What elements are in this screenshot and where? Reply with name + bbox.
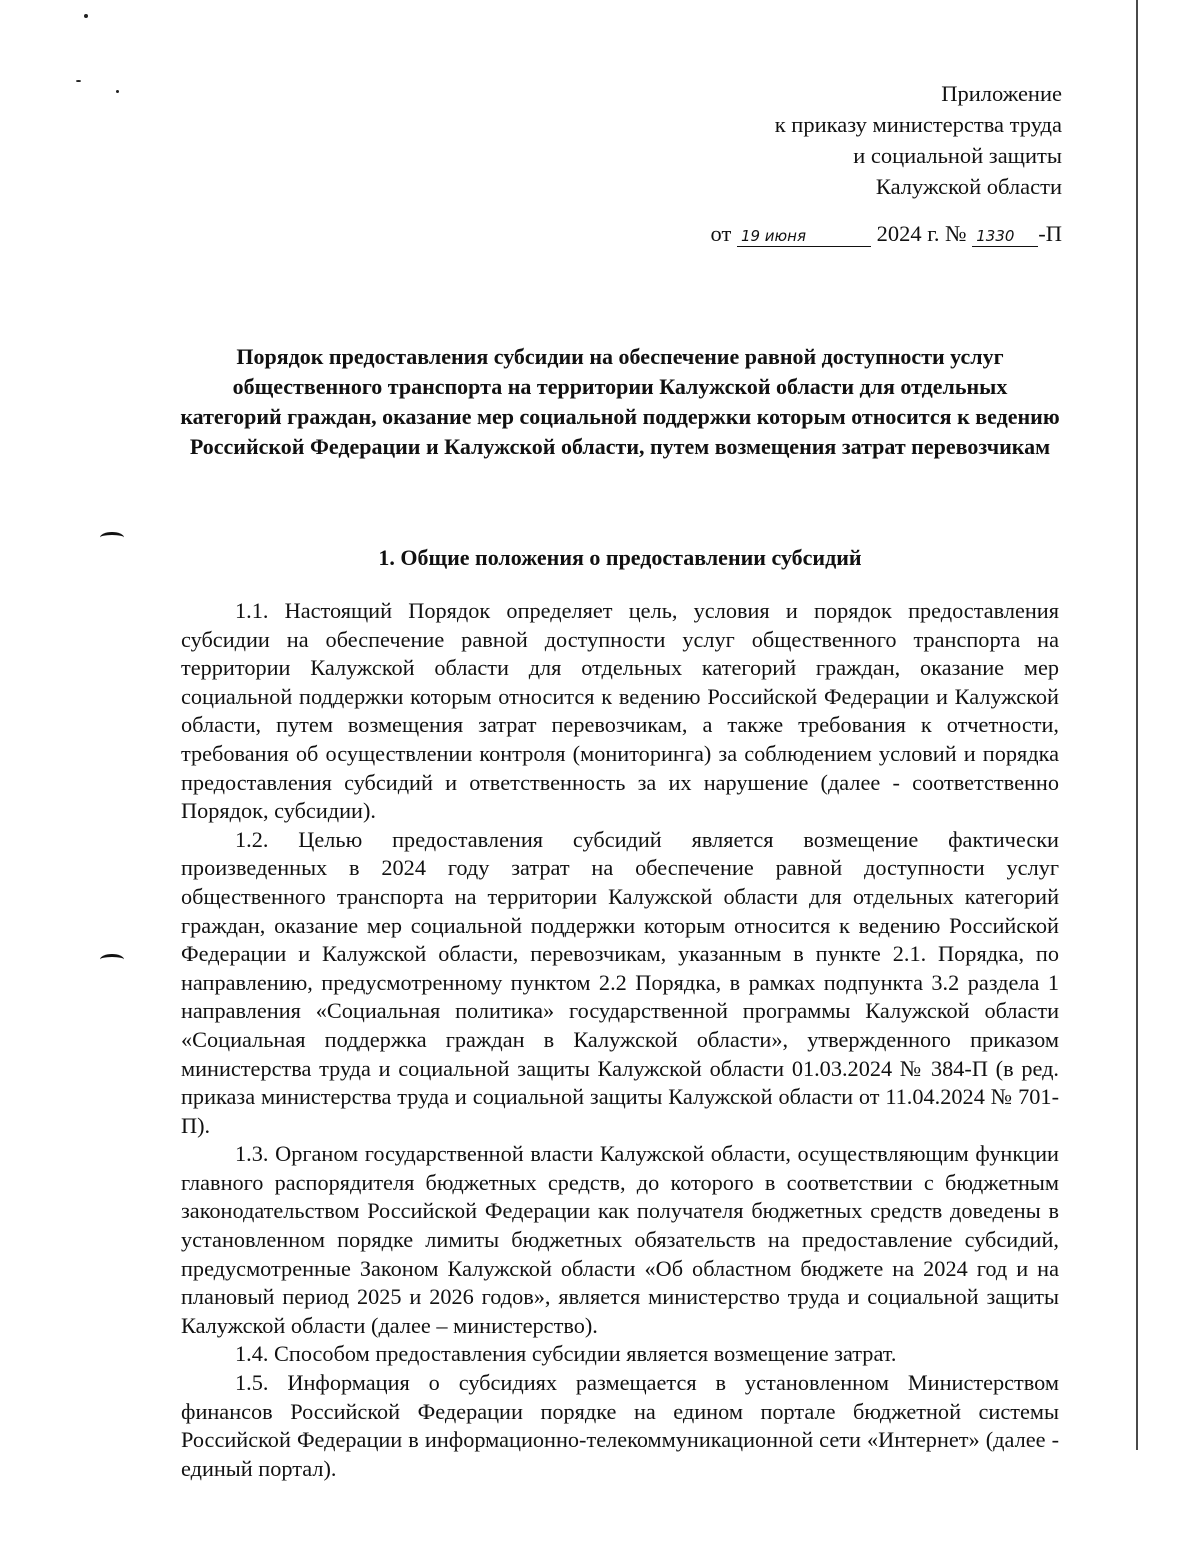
annex-line: Калужской области — [875, 174, 1062, 199]
scan-speck — [116, 90, 119, 93]
paragraph-1-5: 1.5. Информация о субсидиях размещается в установленном Министерством финансов Российской Федерации порядке на едином портале бюджетной системы Российской Федерации в информационно-телекоммуникационной сети «Интернет» (далее - единый портал). — [181, 1370, 1059, 1481]
date-prefix: от — [710, 221, 732, 246]
year-and-number-label: 2024 г. № — [876, 221, 967, 246]
annex-line: и социальной защиты — [853, 143, 1062, 168]
scan-edge-line — [1136, 0, 1138, 1450]
handwritten-order-number: 1330 — [972, 226, 1038, 247]
annex-line: к приказу министерства труда — [774, 112, 1062, 137]
paragraph-1-3: 1.3. Органом государственной власти Калужской области, осуществляющим функции главного распорядителя бюджетных средств, до которого в соответствии с бюджетным законодательством Российской Федерации как получателя бюджетных средств доведены в установленном порядке лимиты бюджетных обязательств на предоставление субсидий, предусмотренные Законом Калужской области «Об областном бюджете на 2024 год и на плановый период 2025 и 2026 годов», является министерство труда и социальной защиты Калужской области (далее – министерство). — [181, 1141, 1059, 1338]
section-heading: 1. Общие положения о предоставлении субсидий — [378, 545, 862, 570]
annex-header — [775, 78, 1062, 202]
number-suffix: -П — [1038, 221, 1062, 246]
paragraph-1-4: 1.4. Способом предоставления субсидии является возмещение затрат. — [235, 1341, 897, 1367]
annex-line: Приложение — [941, 81, 1062, 106]
scan-speck — [84, 14, 88, 18]
scan-speck — [76, 80, 81, 82]
punch-hole-mark — [100, 532, 124, 543]
section-body — [181, 597, 1059, 1483]
order-date-line — [711, 218, 1062, 249]
document-title: Порядок предоставления субсидии на обеспечение равной доступности услуг общественного транспорта на территории Калужской области для отдельных категорий граждан, оказание мер социальной поддержки которым относится к ведению Российской Федерации и Калужской области, путем возмещения затрат перевозчикам — [180, 344, 1060, 459]
punch-hole-mark — [100, 954, 124, 965]
handwritten-date: 19 июня — [737, 226, 871, 247]
paragraph-1-2: 1.2. Целью предоставления субсидий является возмещение фактически произведенных в 2024 году затрат на обеспечение равной доступности услуг общественного транспорта на территории Калужской области для отдельных категорий граждан, оказание мер социальной поддержки которым относится к ведению Российской Федерации и Калужской области, перевозчикам, указанным в пункте 2.1. Порядка, по направлению, предусмотренному пунктом 2.2 Порядка, в рамках подпункта 3.2 раздела 1 направления «Социальная политика» государственной программы Калужской области «Социальная поддержка граждан в Калужской области», утвержденного приказом министерства труда и социальной защиты Калужской области 01.03.2024 № 384-П (в ред. приказа министерства труда и социальной защиты Калужской области от 11.04.2024 № 701-П). — [181, 826, 1059, 1138]
paragraph-1-1: 1.1. Настоящий Порядок определяет цель, условия и порядок предоставления субсидии на обеспечение равной доступности услуг общественного транспорта на территории Калужской области для отдельных категорий граждан, оказание мер социальной поддержки которым относится к ведению Российской Федерации и Калужской области, путем возмещения затрат перевозчикам, а также требования к отчетности, требования об осуществлении контроля (мониторинга) за соблюдением условий и порядка предоставления субсидий и ответственность за их нарушение (далее - соответственно Порядок, субсидии). — [181, 598, 1059, 824]
